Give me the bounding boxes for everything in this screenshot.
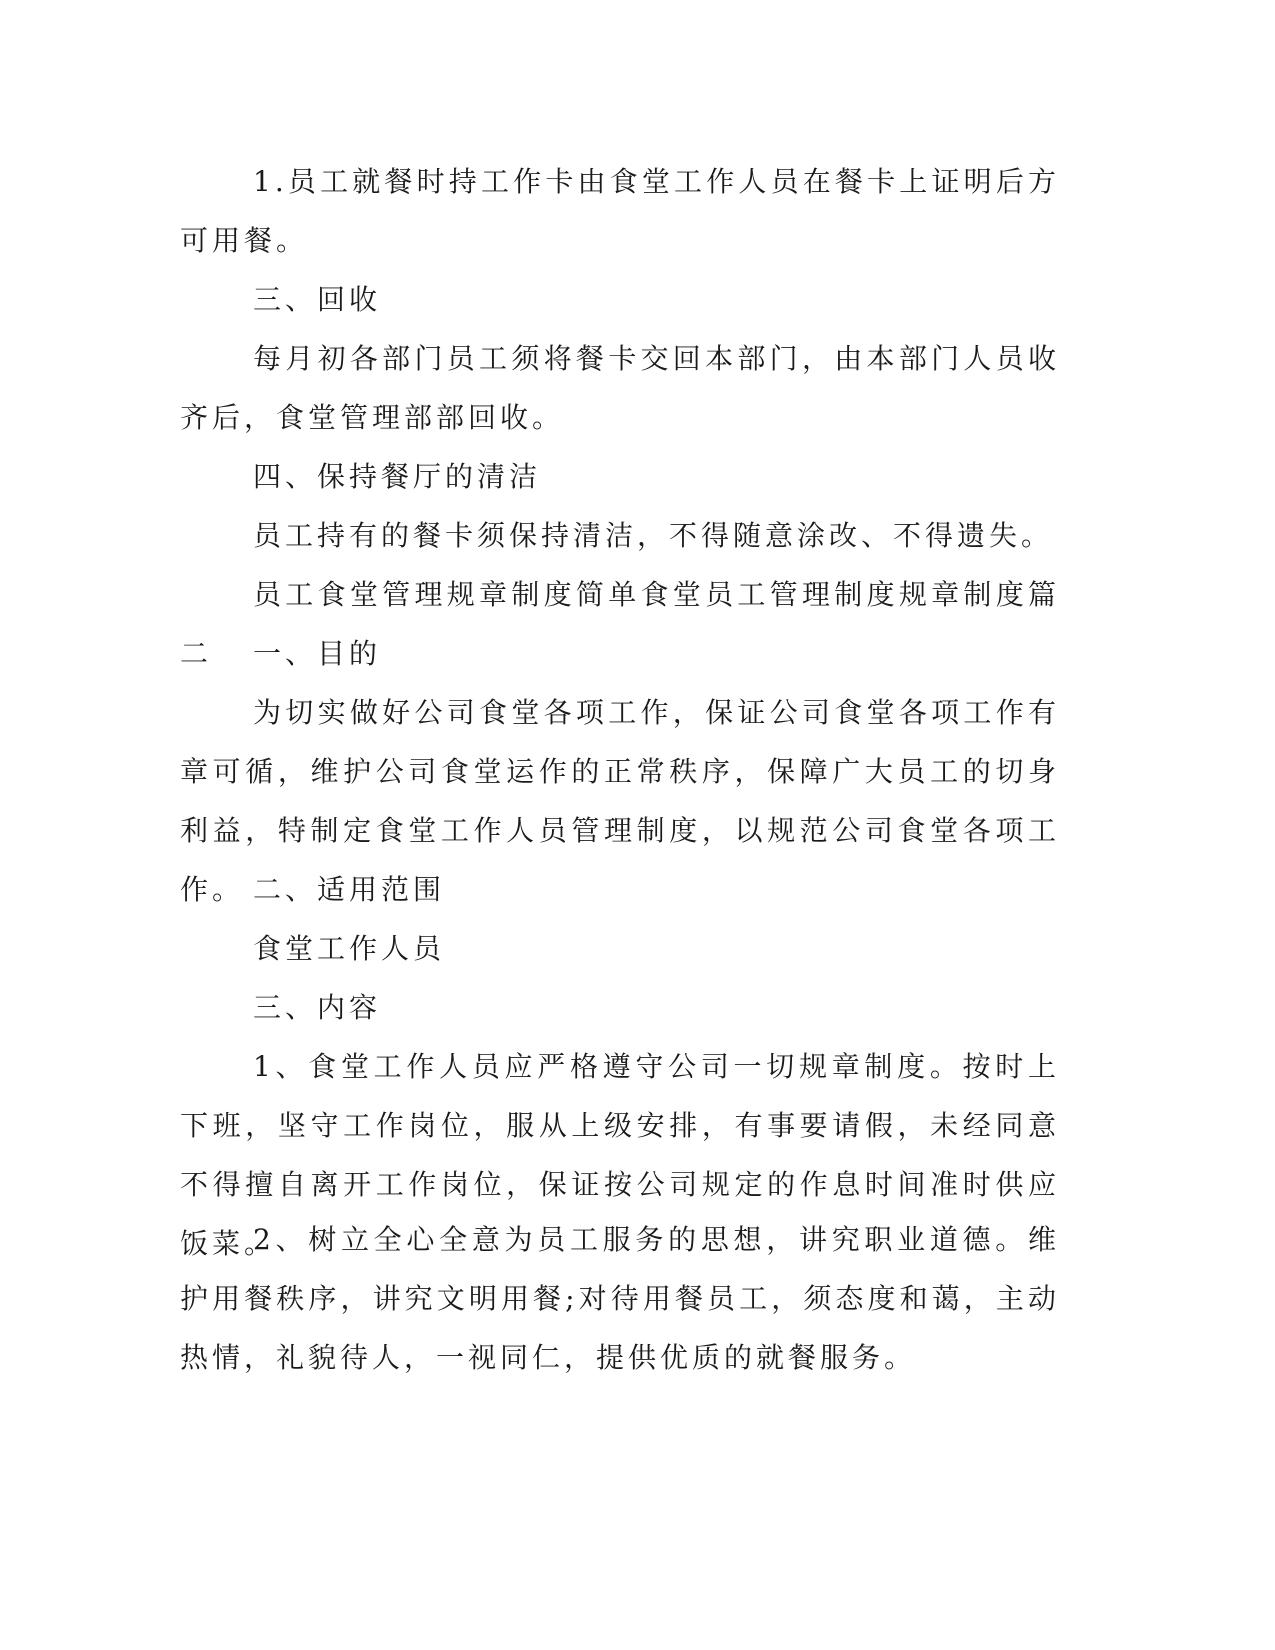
section-heading-recycle: 三、回收 [253, 283, 382, 316]
paragraph-cleanliness: 员工持有的餐卡须保持清洁，不得随意涂改、不得遗失。 [253, 519, 1054, 552]
section-heading-purpose: 一、目的 [253, 637, 382, 670]
paragraph-recycle: 每月初各部门员工须将餐卡交回本部门，由本部门人员收齐后，食堂管理部部回收。 [180, 342, 1060, 434]
paragraph-rule-2: 2、树立全心全意为员工服务的思想，讲究职业道德。维护用餐秩序，讲究文明用餐;对待用餐员工，须态度和蔼，主动热情，礼貌待人，一视同仁，提供优质的就餐服务。 [180, 1223, 1060, 1374]
paragraph-rule-1: 1、食堂工作人员应严格遵守公司一切规章制度。按时上下班，坚守工作岗位，服从上级安排，有事要请假，未经同意不得擅自离开工作岗位，保证按公司规定的作息时间准时供应饭菜。 [180, 1050, 1060, 1260]
paragraph-scope: 食堂工作人员 [253, 932, 446, 965]
section-heading-content: 三、内容 [253, 991, 382, 1024]
paragraph-meal-card-usage: 1.员工就餐时持工作卡由食堂工作人员在餐卡上证明后方可用餐。 [180, 165, 1060, 257]
section-heading-scope: 二、适用范围 [253, 873, 446, 906]
paragraph-purpose: 为切实做好公司食堂各项工作，保证公司食堂各项工作有章可循，维护公司食堂运作的正常秩序，保障广大员工的切身利益，特制定食堂工作人员管理制度，以规范公司食堂各项工作。 [180, 696, 1060, 906]
section-heading-cleanliness: 四、保持餐厅的清洁 [253, 460, 542, 493]
document-title-part-two: 员工食堂管理规章制度简单食堂员工管理制度规章制度篇二 [180, 578, 1060, 670]
